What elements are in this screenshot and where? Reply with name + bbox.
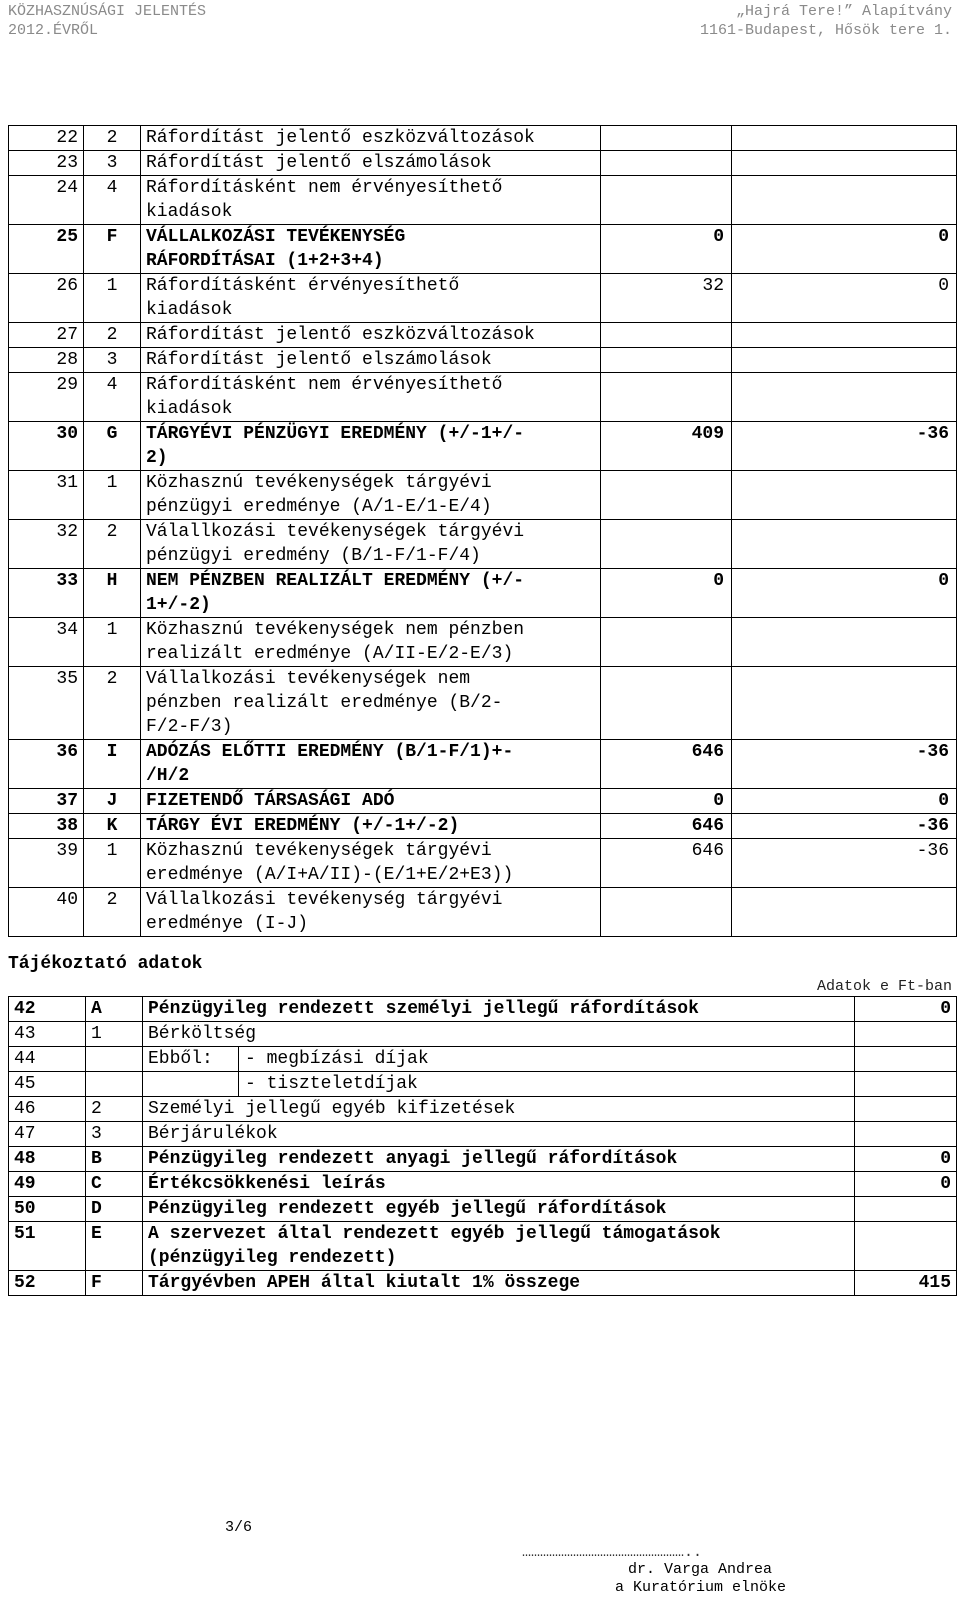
row-number: 33 <box>9 569 84 618</box>
row-label: Vállalkozási tevékenységek nem pénzben realizált eredménye (B/2- F/2-F/3) <box>141 667 601 740</box>
row-number: 26 <box>9 274 84 323</box>
table-row <box>9 1022 957 1047</box>
organization-name: „Hajrá Tere!” Alapítvány <box>735 3 952 20</box>
row-code: C <box>86 1172 143 1197</box>
row-code: 2 <box>86 1097 143 1122</box>
row-prev-year-value: 0 <box>601 569 732 618</box>
row-label: VÁLLALKOZÁSI TEVÉKENYSÉG RÁFORDÍTÁSAI (1+2+3+4) <box>141 225 601 274</box>
row-current-year-value <box>732 520 957 569</box>
row-current-year-value: -36 <box>732 839 957 888</box>
row-current-year-value <box>732 126 957 151</box>
row-current-year-value: -36 <box>732 422 957 471</box>
row-value <box>855 1072 957 1097</box>
table-row <box>9 1147 957 1172</box>
row-prev-year-value <box>601 126 732 151</box>
row-code: 2 <box>84 888 141 937</box>
row-current-year-value: 0 <box>732 225 957 274</box>
row-number: 30 <box>9 422 84 471</box>
row-number: 29 <box>9 373 84 422</box>
row-code: F <box>86 1271 143 1296</box>
row-prev-year-value <box>601 348 732 373</box>
row-label: TÁRGY ÉVI EREDMÉNY (+/-1+/-2) <box>141 814 601 839</box>
table-row <box>9 126 957 151</box>
row-label: Bérjárulékok <box>143 1122 855 1147</box>
row-number: 35 <box>9 667 84 740</box>
report-year: 2012.ÉVRŐL <box>8 22 99 39</box>
row-prev-year-value: 32 <box>601 274 732 323</box>
table-row <box>9 740 957 789</box>
table-row <box>9 814 957 839</box>
row-number: 51 <box>9 1222 86 1271</box>
table-row <box>9 274 957 323</box>
row-label: Ráfordításként érvényesíthető kiadások <box>141 274 601 323</box>
row-code: I <box>84 740 141 789</box>
signer-title: a Kuratórium elnöke <box>615 1579 787 1596</box>
table-row <box>9 888 957 937</box>
row-label-text: - megbízási díjak <box>245 1049 429 1069</box>
table-row <box>9 667 957 740</box>
row-code <box>86 1047 143 1072</box>
table-row <box>9 997 957 1022</box>
row-number: 52 <box>9 1271 86 1296</box>
row-number: 50 <box>9 1197 86 1222</box>
row-label: Bérköltség <box>143 1022 855 1047</box>
row-value <box>855 1222 957 1271</box>
row-current-year-value: -36 <box>732 740 957 789</box>
row-number: 45 <box>9 1072 86 1097</box>
row-code: 2 <box>84 126 141 151</box>
row-prev-year-value: 409 <box>601 422 732 471</box>
row-number: 22 <box>9 126 84 151</box>
row-current-year-value: -36 <box>732 814 957 839</box>
table-row <box>9 422 957 471</box>
row-number: 39 <box>9 839 84 888</box>
unit-note: Adatok e Ft-ban <box>816 978 952 995</box>
row-label: Közhasznú tevékenységek nem pénzben realizált eredménye (A/II-E/2-E/3) <box>141 618 601 667</box>
row-current-year-value <box>732 348 957 373</box>
row-label: Tárgyévben APEH által kiutalt 1% összege <box>143 1271 855 1296</box>
table-row <box>9 1072 957 1097</box>
row-number: 44 <box>9 1047 86 1072</box>
row-current-year-value: 0 <box>732 789 957 814</box>
row-label: Válallkozási tevékenységek tárgyévi pénzügyi eredmény (B/1-F/1-F/4) <box>141 520 601 569</box>
table-row <box>9 176 957 225</box>
row-value: 415 <box>855 1271 957 1296</box>
info-table <box>8 996 957 1296</box>
row-value <box>855 1122 957 1147</box>
row-number: 40 <box>9 888 84 937</box>
row-code: G <box>84 422 141 471</box>
row-prev-year-value <box>601 373 732 422</box>
row-label: Ráfordítást jelentő eszközváltozások <box>141 126 601 151</box>
row-prev-year-value: 646 <box>601 839 732 888</box>
row-current-year-value: 0 <box>732 569 957 618</box>
row-current-year-value <box>732 151 957 176</box>
table-row <box>9 323 957 348</box>
row-code: 4 <box>84 176 141 225</box>
row-code: E <box>86 1222 143 1271</box>
row-number: 49 <box>9 1172 86 1197</box>
results-table <box>8 125 957 937</box>
row-value <box>855 1197 957 1222</box>
row-value <box>855 1047 957 1072</box>
row-prev-year-value <box>601 667 732 740</box>
row-number: 34 <box>9 618 84 667</box>
row-code: B <box>86 1147 143 1172</box>
row-number: 43 <box>9 1022 86 1047</box>
row-number: 37 <box>9 789 84 814</box>
row-prev-year-value <box>601 323 732 348</box>
row-code: 3 <box>84 151 141 176</box>
row-prev-year-value <box>601 151 732 176</box>
row-number: 27 <box>9 323 84 348</box>
row-current-year-value <box>732 323 957 348</box>
row-number: 24 <box>9 176 84 225</box>
row-label: Ráfordításként nem érvényesíthető kiadások <box>141 373 601 422</box>
table-row <box>9 348 957 373</box>
row-code: 1 <box>84 839 141 888</box>
table-row <box>9 569 957 618</box>
row-value <box>855 1097 957 1122</box>
row-label: TÁRGYÉVI PÉNZÜGYI EREDMÉNY (+/-1+/- 2) <box>141 422 601 471</box>
report-title: KÖZHASZNÚSÁGI JELENTÉS <box>8 3 207 20</box>
row-label: Pénzügyileg rendezett egyéb jellegű ráfordítások <box>143 1197 855 1222</box>
row-label: Pénzügyileg rendezett személyi jellegű ráfordítások <box>143 997 855 1022</box>
row-label: A szervezet által rendezett egyéb jellegű támogatások (pénzügyileg rendezett) <box>143 1222 855 1271</box>
table-row <box>9 225 957 274</box>
row-number: 42 <box>9 997 86 1022</box>
row-prev-year-value <box>601 888 732 937</box>
table-row <box>9 151 957 176</box>
row-label: ADÓZÁS ELŐTTI EREDMÉNY (B/1-F/1)+- /H/2 <box>141 740 601 789</box>
signature-line: ……………………………………………….. <box>522 1544 703 1561</box>
row-value <box>855 1022 957 1047</box>
row-number: 36 <box>9 740 84 789</box>
info-section-title: Tájékoztató adatok <box>8 954 203 974</box>
signer-name: dr. Varga Andrea <box>628 1561 773 1578</box>
row-label: Értékcsökkenési leírás <box>143 1172 855 1197</box>
row-label: Ráfordítást jelentő eszközváltozások <box>141 323 601 348</box>
row-label-prefix <box>148 1072 239 1096</box>
row-code: 3 <box>84 348 141 373</box>
table-row <box>9 789 957 814</box>
row-number: 31 <box>9 471 84 520</box>
row-prev-year-value: 0 <box>601 225 732 274</box>
table-row <box>9 1172 957 1197</box>
row-prev-year-value <box>601 618 732 667</box>
row-current-year-value <box>732 176 957 225</box>
row-number: 23 <box>9 151 84 176</box>
table-row <box>9 1122 957 1147</box>
row-label <box>143 1047 855 1072</box>
row-number: 46 <box>9 1097 86 1122</box>
row-prev-year-value: 646 <box>601 814 732 839</box>
row-current-year-value <box>732 667 957 740</box>
row-code: 1 <box>84 274 141 323</box>
row-prev-year-value: 0 <box>601 789 732 814</box>
row-number: 38 <box>9 814 84 839</box>
row-value: 0 <box>855 1172 957 1197</box>
row-code <box>86 1072 143 1097</box>
row-code: 2 <box>84 323 141 348</box>
row-label: Pénzügyileg rendezett anyagi jellegű ráfordítások <box>143 1147 855 1172</box>
row-code: A <box>86 997 143 1022</box>
row-code: 2 <box>84 520 141 569</box>
row-code: F <box>84 225 141 274</box>
table-row <box>9 1047 957 1072</box>
row-value: 0 <box>855 1147 957 1172</box>
row-code: J <box>84 789 141 814</box>
row-current-year-value <box>732 471 957 520</box>
row-code: 2 <box>84 667 141 740</box>
table-row <box>9 839 957 888</box>
row-code: H <box>84 569 141 618</box>
row-label: NEM PÉNZBEN REALIZÁLT EREDMÉNY (+/- 1+/-2) <box>141 569 601 618</box>
row-label: Ráfordítást jelentő elszámolások <box>141 151 601 176</box>
table-row <box>9 520 957 569</box>
row-label: Közhasznú tevékenységek tárgyévi pénzügyi eredménye (A/1-E/1-E/4) <box>141 471 601 520</box>
row-current-year-value <box>732 888 957 937</box>
table-row <box>9 1197 957 1222</box>
row-label <box>143 1072 855 1097</box>
row-number: 32 <box>9 520 84 569</box>
table-row <box>9 373 957 422</box>
row-prev-year-value <box>601 176 732 225</box>
row-code: 1 <box>86 1022 143 1047</box>
page-number: 3/6 <box>225 1519 253 1536</box>
row-label: FIZETENDŐ TÁRSASÁGI ADÓ <box>141 789 601 814</box>
row-code: D <box>86 1197 143 1222</box>
table-row <box>9 618 957 667</box>
row-current-year-value: 0 <box>732 274 957 323</box>
row-prev-year-value <box>601 520 732 569</box>
table-row <box>9 1097 957 1122</box>
row-code: 4 <box>84 373 141 422</box>
row-number: 48 <box>9 1147 86 1172</box>
row-prev-year-value <box>601 471 732 520</box>
row-value: 0 <box>855 997 957 1022</box>
row-prev-year-value: 646 <box>601 740 732 789</box>
row-label: Személyi jellegű egyéb kifizetések <box>143 1097 855 1122</box>
row-number: 47 <box>9 1122 86 1147</box>
row-label: Közhasznú tevékenységek tárgyévi eredménye (A/I+A/II)-(E/1+E/2+E3)) <box>141 839 601 888</box>
organization-address: 1161-Budapest, Hősök tere 1. <box>699 22 952 39</box>
row-code: 3 <box>86 1122 143 1147</box>
row-label: Vállalkozási tevékenység tárgyévi eredménye (I-J) <box>141 888 601 937</box>
row-current-year-value <box>732 373 957 422</box>
row-current-year-value <box>732 618 957 667</box>
row-label: Ráfordításként nem érvényesíthető kiadások <box>141 176 601 225</box>
row-code: K <box>84 814 141 839</box>
row-label: Ráfordítást jelentő elszámolások <box>141 348 601 373</box>
table-row <box>9 471 957 520</box>
table-row <box>9 1271 957 1296</box>
table-row <box>9 1222 957 1271</box>
row-code: 1 <box>84 618 141 667</box>
row-number: 25 <box>9 225 84 274</box>
row-label-prefix: Ebből: <box>148 1047 239 1071</box>
row-number: 28 <box>9 348 84 373</box>
row-code: 1 <box>84 471 141 520</box>
row-label-text: - tiszteletdíjak <box>245 1074 418 1094</box>
